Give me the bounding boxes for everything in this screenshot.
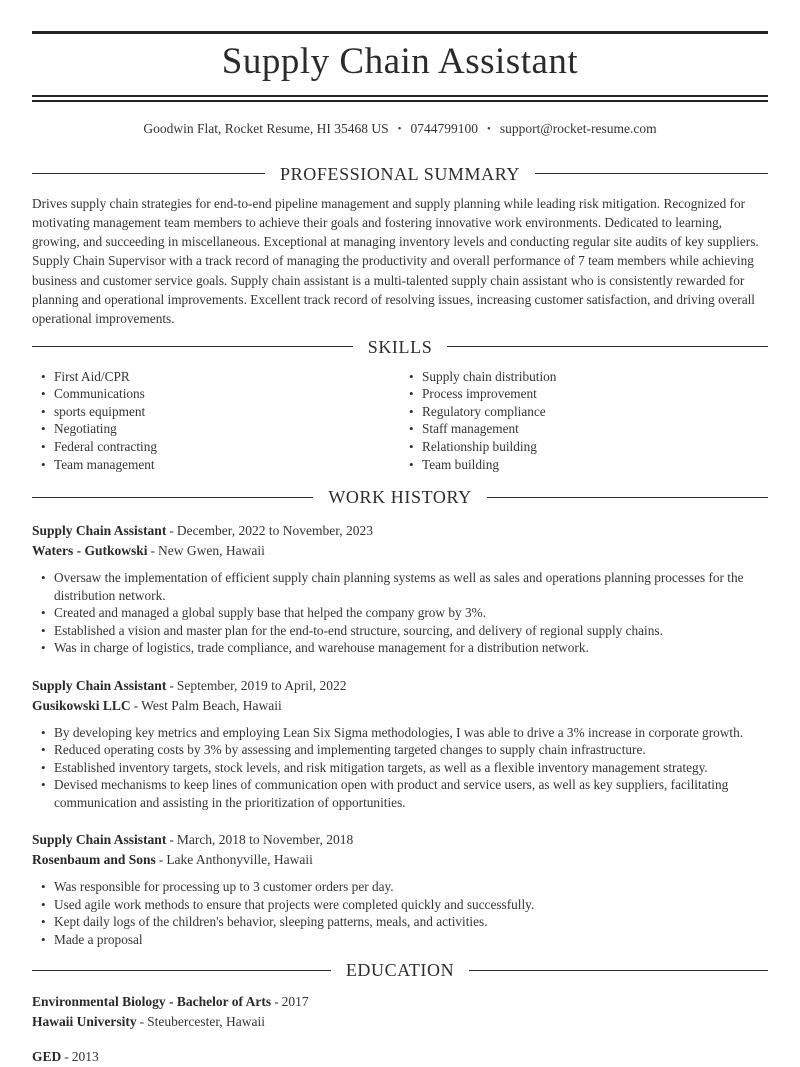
heading-rule	[32, 970, 331, 971]
heading-rule	[32, 497, 313, 498]
job-bullet: • Used agile work methods to ensure that projects were completed quickly and successfully.	[54, 896, 768, 914]
heading-rule	[469, 970, 768, 971]
section-heading-work-history: WORK HISTORY	[328, 487, 472, 508]
skills-columns	[32, 368, 768, 474]
heading-rule	[32, 346, 353, 347]
skill-item: • Staff management	[422, 420, 768, 438]
job-entry	[32, 521, 768, 657]
skill-item: • Team management	[54, 456, 400, 474]
heading-rule	[535, 173, 768, 174]
job-bullet: • Oversaw the implementation of efficient supply chain planning systems as well as sales and operations planning processes for the distribution network.	[54, 569, 768, 604]
section-heading-summary: PROFESSIONAL SUMMARY	[280, 163, 520, 184]
job-bullet-list	[32, 724, 768, 812]
education-degree: Environmental Biology - Bachelor of Arts	[32, 994, 272, 1010]
job-bullet: • Established inventory targets, stock levels, and risk mitigation targets, as well as a flexible inventory management strategy.	[54, 759, 768, 777]
section-work-history	[32, 486, 768, 948]
job-bullet: • Reduced operating costs by 3% by assessing and implementing targeted changes to supply chain infrastructure.	[54, 741, 768, 759]
title-bottom-rule	[32, 95, 768, 102]
skill-item: • Process improvement	[422, 385, 768, 403]
job-dates: March, 2018 to November, 2018	[176, 832, 354, 848]
education-location: Steubercester, Hawaii	[147, 1014, 266, 1030]
skill-item: • Regulatory compliance	[422, 403, 768, 421]
job-company: Waters - Gutkowski	[32, 543, 148, 559]
skill-item: • Relationship building	[422, 438, 768, 456]
contact-email: support@rocket-resume.com	[499, 120, 657, 136]
skill-item: • sports equipment	[54, 403, 400, 421]
job-bullet: • By developing key metrics and employing Lean Six Sigma methodologies, I was able to drive a 3% increase in corporate growth.	[54, 724, 768, 742]
skill-item: • Supply chain distribution	[422, 368, 768, 386]
job-dates: September, 2019 to April, 2022	[176, 677, 347, 693]
contact-line	[32, 121, 768, 137]
contact-separator-dot: •	[397, 122, 402, 135]
education-degree-line	[32, 1047, 768, 1067]
education-school-line	[32, 1012, 768, 1032]
job-dates: December, 2022 to November, 2023	[176, 523, 373, 539]
section-education	[32, 959, 768, 1067]
job-title: Supply Chain Assistant	[32, 832, 167, 848]
section-heading-education: EDUCATION	[345, 960, 455, 981]
skill-item: • Communications	[54, 385, 400, 403]
skills-column-left	[32, 368, 400, 474]
job-bullet: • Established a vision and master plan for the end-to-end structure, sourcing, and delivery of regional supply chains.	[54, 622, 768, 640]
section-heading-skills: SKILLS	[367, 336, 433, 357]
section-heading-row	[32, 959, 768, 981]
skill-item: • Team building	[422, 456, 768, 474]
job-title-line	[32, 521, 768, 541]
job-title: Supply Chain Assistant	[32, 677, 167, 693]
job-entry	[32, 830, 768, 948]
job-location: Lake Anthonyville, Hawaii	[166, 852, 313, 868]
job-entry	[32, 676, 768, 812]
resume-page	[0, 31, 800, 1066]
section-heading-row	[32, 163, 768, 185]
heading-rule	[487, 497, 768, 498]
job-bullet: • Was responsible for processing up to 3 customer orders per day.	[54, 878, 768, 896]
contact-address: Goodwin Flat, Rocket Resume, HI 35468 US	[143, 120, 389, 136]
job-bullet: • Kept daily logs of the children's behavior, sleeping patterns, meals, and activities.	[54, 913, 768, 931]
education-school: Hawaii University	[32, 1014, 137, 1030]
job-bullet: • Devised mechanisms to keep lines of communication open with product and service users, as well as key suppliers, facilitating communication and assisting in the prioritization of opportunities.	[54, 776, 768, 811]
section-heading-row	[32, 486, 768, 508]
separator-dash: -	[150, 543, 156, 559]
separator-dash: -	[139, 1014, 145, 1030]
contact-phone: 0744799100	[410, 120, 478, 136]
title-top-rule	[32, 31, 768, 34]
education-year: 2013	[71, 1049, 99, 1065]
heading-rule	[32, 173, 265, 174]
contact-separator-dot: •	[486, 122, 491, 135]
job-location: New Gwen, Hawaii	[158, 543, 265, 559]
separator-dash: -	[169, 677, 174, 693]
job-bullet: • Created and managed a global supply base that helped the company grow by 3%.	[54, 604, 768, 622]
job-title: Supply Chain Assistant	[32, 523, 167, 539]
job-company: Gusikowski LLC	[32, 697, 131, 713]
separator-dash: -	[169, 832, 174, 848]
separator-dash: -	[64, 1049, 69, 1065]
education-degree-line	[32, 992, 768, 1012]
section-heading-row	[32, 336, 768, 358]
summary-paragraph: Drives supply chain strategies for end-to-end pipeline management and supply planning while leading risk mitigation. Recognized for motivating management team members to achieve their goals and fostering innovative work environments. Dedicated to learning, growing, and succeeding in miscellaneous. Exceptional at managing inventory levels and conducting regular site audits of key suppliers. Supply Chain Supervisor with a track record of managing the productivity and overall performance of 7 team members while achieving business and customer service goals. Supply chain assistant is a multi-talented supply chain assistant who is consistently rewarded for planning and operational improvements. Excellent track record of resolving issues, increasing customer satisfaction, and driving overall operational improvements.	[32, 195, 759, 327]
education-entry	[32, 1047, 768, 1067]
job-company: Rosenbaum and Sons	[32, 852, 156, 868]
skill-item: • Negotiating	[54, 420, 400, 438]
education-entry	[32, 992, 768, 1032]
separator-dash: -	[169, 523, 174, 539]
section-skills	[32, 336, 768, 474]
separator-dash: -	[158, 852, 164, 868]
job-company-line	[32, 696, 768, 716]
education-year: 2017	[281, 994, 309, 1010]
job-bullet: • Made a proposal	[54, 931, 768, 949]
heading-rule	[447, 346, 768, 347]
section-professional-summary	[32, 163, 768, 329]
job-location: West Palm Beach, Hawaii	[141, 697, 282, 713]
job-title-line	[32, 830, 768, 850]
page-title: Supply Chain Assistant	[221, 41, 579, 82]
separator-dash: -	[274, 994, 279, 1010]
skill-item: • Federal contracting	[54, 438, 400, 456]
skill-item: • First Aid/CPR	[54, 368, 400, 386]
education-degree: GED	[32, 1049, 62, 1065]
skills-column-right	[400, 368, 768, 474]
separator-dash: -	[133, 697, 139, 713]
job-bullet-list	[32, 878, 768, 948]
job-company-line	[32, 541, 768, 561]
job-company-line	[32, 850, 768, 870]
job-bullet: • Was in charge of logistics, trade compliance, and warehouse management for a distribution network.	[54, 639, 768, 657]
job-title-line	[32, 676, 768, 696]
job-bullet-list	[32, 569, 768, 657]
